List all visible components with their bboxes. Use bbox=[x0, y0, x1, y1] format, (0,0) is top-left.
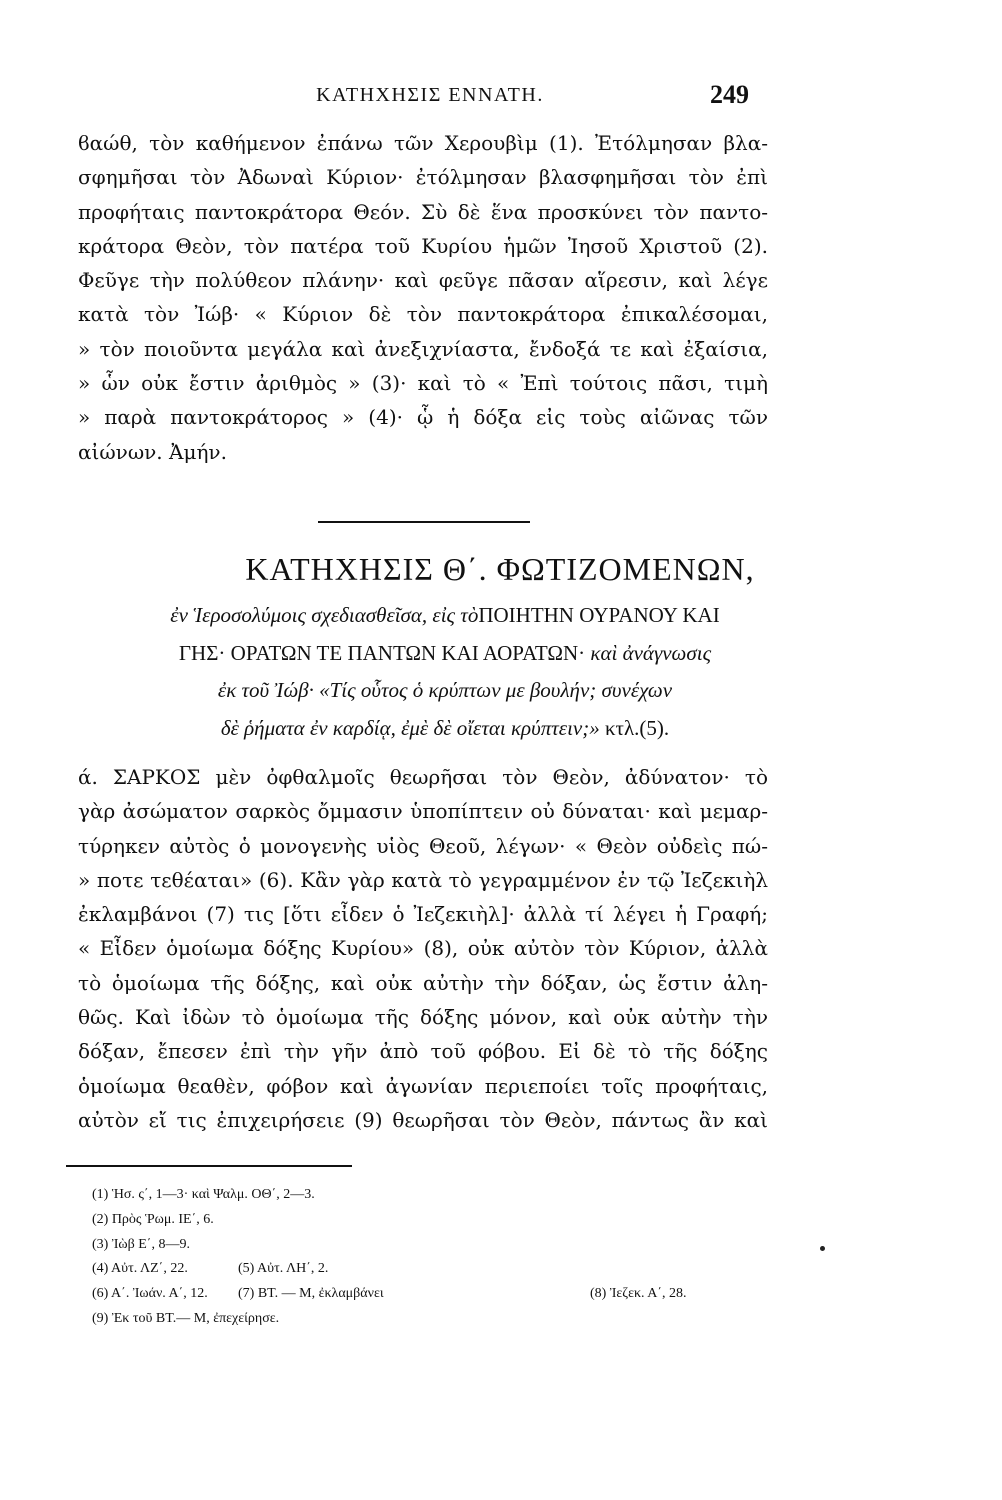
section-subtitle bbox=[95, 597, 795, 747]
text-line: Φεῦγε τὴν πολύθεον πλάνην· καὶ φεῦγε πᾶσαν αἵρεσιν, καὶ λέγε bbox=[78, 268, 768, 293]
text-line: σφημῆσαι τὸν Ἀδωναὶ Κύριον· ἐτόλμησαν βλασφημῆσαι τὸν ἐπὶ bbox=[78, 165, 768, 190]
text-line: τὸ ὁμοίωμα τῆς δόξης, καὶ οὐκ αὐτὴν τὴν δόξαν, ὡς ἔστιν ἀλη- bbox=[78, 970, 768, 995]
text-line: » ποτε τεθέαται» (6). Κἂν γὰρ κατὰ τὸ γεγραμμένον ἐν τῷ Ἰεζεκιὴλ bbox=[78, 867, 768, 892]
footnote: (1) Ἡσ. ς΄, 1—3· καὶ Ψαλμ. ΟΘ΄, 2—3. bbox=[92, 1187, 315, 1202]
text-line: τύρηκεν αὐτὸς ὁ μονογενὴς υἱὸς Θεοῦ, λέγων· « Θεὸν οὐδεὶς πώ- bbox=[78, 833, 768, 858]
subtitle-line bbox=[95, 635, 795, 673]
footnote-row bbox=[92, 1257, 792, 1282]
footnote: (5) Αὐτ. ΛΗ΄, 2. bbox=[238, 1261, 329, 1277]
footnote: (6) Α΄. Ἰωάν. Α΄, 12. bbox=[92, 1286, 208, 1302]
text-line: » παρὰ παντοκράτορος » (4)· ᾧ ἡ δόξα εἰς τοὺς αἰῶνας τῶν bbox=[78, 405, 768, 430]
text-line: ά. ΣΑΡΚΟΣ μὲν ὀφθαλμοῖς θεωρῆσαι τὸν Θεὸν, ἀδύνατον· τὸ bbox=[78, 765, 768, 789]
text-line: κράτορα Θεὸν, τὸν πατέρα τοῦ Κυρίου ἡμῶν Ἰησοῦ Χριστοῦ (2). bbox=[78, 233, 768, 258]
text-line: « Εἶδεν ὁμοίωμα δόξης Κυρίου» (8), οὐκ αὐτὸν τὸν Κύριον, ἀλλὰ bbox=[78, 936, 768, 961]
footnote: (2) Πρὸς Ῥωμ. ΙΕ΄, 6. bbox=[92, 1211, 214, 1227]
footnote: (8) Ἰεζεκ. Α΄, 28. bbox=[590, 1286, 687, 1302]
text-line: κατὰ τὸν Ἰώβ· « Κύριον δὲ τὸν παντοκράτορα ἐπικαλέσομαι, bbox=[78, 302, 768, 327]
subtitle-italic: δὲ ῥήματα ἐν καρδίᾳ, ἐμὲ δὲ οἴεται κρύπτειν;» bbox=[220, 715, 600, 740]
ink-speck bbox=[820, 1246, 825, 1251]
subtitle-caps: ΠΟΙΗΤΗΝ ΟΥΡΑΝΟΥ ΚΑΙ bbox=[478, 603, 720, 627]
footnote: (4) Αὐτ. ΛΖ΄, 22. bbox=[92, 1261, 188, 1277]
text-line: ἐκλαμβάνοι (7) τις [ὅτι εἶδεν ὁ Ἰεζεκιὴλ]· ἀλλὰ τί λέγει ἡ Γραφή; bbox=[78, 902, 768, 927]
text-line: θῶς. Καὶ ἰδὼν τὸ ὁμοίωμα τῆς δόξης μόνον, καὶ οὐκ αὐτὴν τὴν bbox=[78, 1005, 768, 1030]
catechesis-body-text bbox=[78, 760, 768, 1137]
subtitle-italic: ἐκ τοῦ Ἰώβ· bbox=[217, 678, 314, 702]
footnote: (9) Ἐκ τοῦ ΒΤ.— Μ, ἐπεχείρησε. bbox=[92, 1310, 280, 1326]
text-line: ϐαώθ, τὸν καθήμενον ἐπάνω τῶν Χερουβὶμ (1). Ἐτόλμησαν βλα- bbox=[78, 131, 768, 155]
running-title: ΚΑΤΗΧΗΣΙΣ ΕΝΝΑΤΗ. bbox=[316, 84, 544, 106]
text-line: προφήταις παντοκράτορα Θεόν. Σὺ δὲ ἕνα προσκύνει τὸν παντο- bbox=[78, 199, 768, 224]
footnote: (3) Ἰὼβ Ε΄, 8—9. bbox=[92, 1236, 190, 1252]
section-title: ΚΑΤΗΧΗΣΙΣ Θ΄. ΦΩΤΙΖΟΜΕΝΩΝ, bbox=[245, 551, 755, 587]
text-line: αἰώνων. Ἀμήν. bbox=[78, 439, 227, 464]
subtitle-italic: «Τίς οὗτος ὁ κρύπτων με βουλήν; συνέχων bbox=[319, 678, 673, 702]
page-header bbox=[0, 80, 1002, 118]
text-line: γὰρ ἀσώματον σαρκὸς ὄμμασιν ὑποπίπτειν οὐ δύναται· καὶ μεμαρ- bbox=[78, 799, 768, 824]
subtitle-line bbox=[95, 710, 795, 748]
subtitle-caps: ΓΗΣ· ΟΡΑΤΩΝ ΤΕ ΠΑΝΤΩΝ ΚΑΙ ΑΟΡΑΤΩΝ· bbox=[178, 640, 586, 665]
subtitle-italic: καὶ ἀνάγνωσις bbox=[590, 640, 712, 665]
section-divider bbox=[318, 521, 530, 523]
previous-section-text bbox=[78, 126, 768, 469]
footnote-row bbox=[92, 1282, 792, 1307]
subtitle-line bbox=[95, 672, 795, 710]
text-line: αὐτὸν εἴ τις ἐπιχειρήσειε (9) θεωρῆσαι τὸν Θεὸν, πάντως ἂν καὶ bbox=[78, 1107, 768, 1132]
subtitle-line bbox=[95, 597, 795, 635]
text-line: » ὧν οὐκ ἔστιν ἀριθμὸς » (3)· καὶ τὸ « Ἐπὶ τούτοις πᾶσι, τιμὴ bbox=[78, 371, 768, 396]
footnotes bbox=[92, 1183, 792, 1332]
subtitle-italic: ἐν Ἱεροσολύμοις σχεδιασθεῖσα, εἰς τὸ bbox=[170, 603, 479, 627]
subtitle-upright: κτλ.(5). bbox=[604, 715, 670, 740]
page-number: 249 bbox=[710, 80, 749, 109]
text-line: » τὸν ποιοῦντα μεγάλα καὶ ἀνεξιχνίαστα, ἔνδοξά τε καὶ ἐξαίσια, bbox=[78, 336, 768, 361]
text-line: ὁμοίωμα θεαθὲν, φόβον καὶ ἀγωνίαν περιεποίει τοῖς προφήταις, bbox=[78, 1073, 768, 1098]
text-line: δόξαν, ἔπεσεν ἐπὶ τὴν γῆν ἀπὸ τοῦ φόβου. Εἰ δὲ τὸ τῆς δόξης bbox=[78, 1039, 768, 1064]
footnote: (7) ΒΤ. — Μ, ἐκλαμβάνει bbox=[238, 1286, 384, 1302]
footnote-divider bbox=[66, 1165, 352, 1167]
